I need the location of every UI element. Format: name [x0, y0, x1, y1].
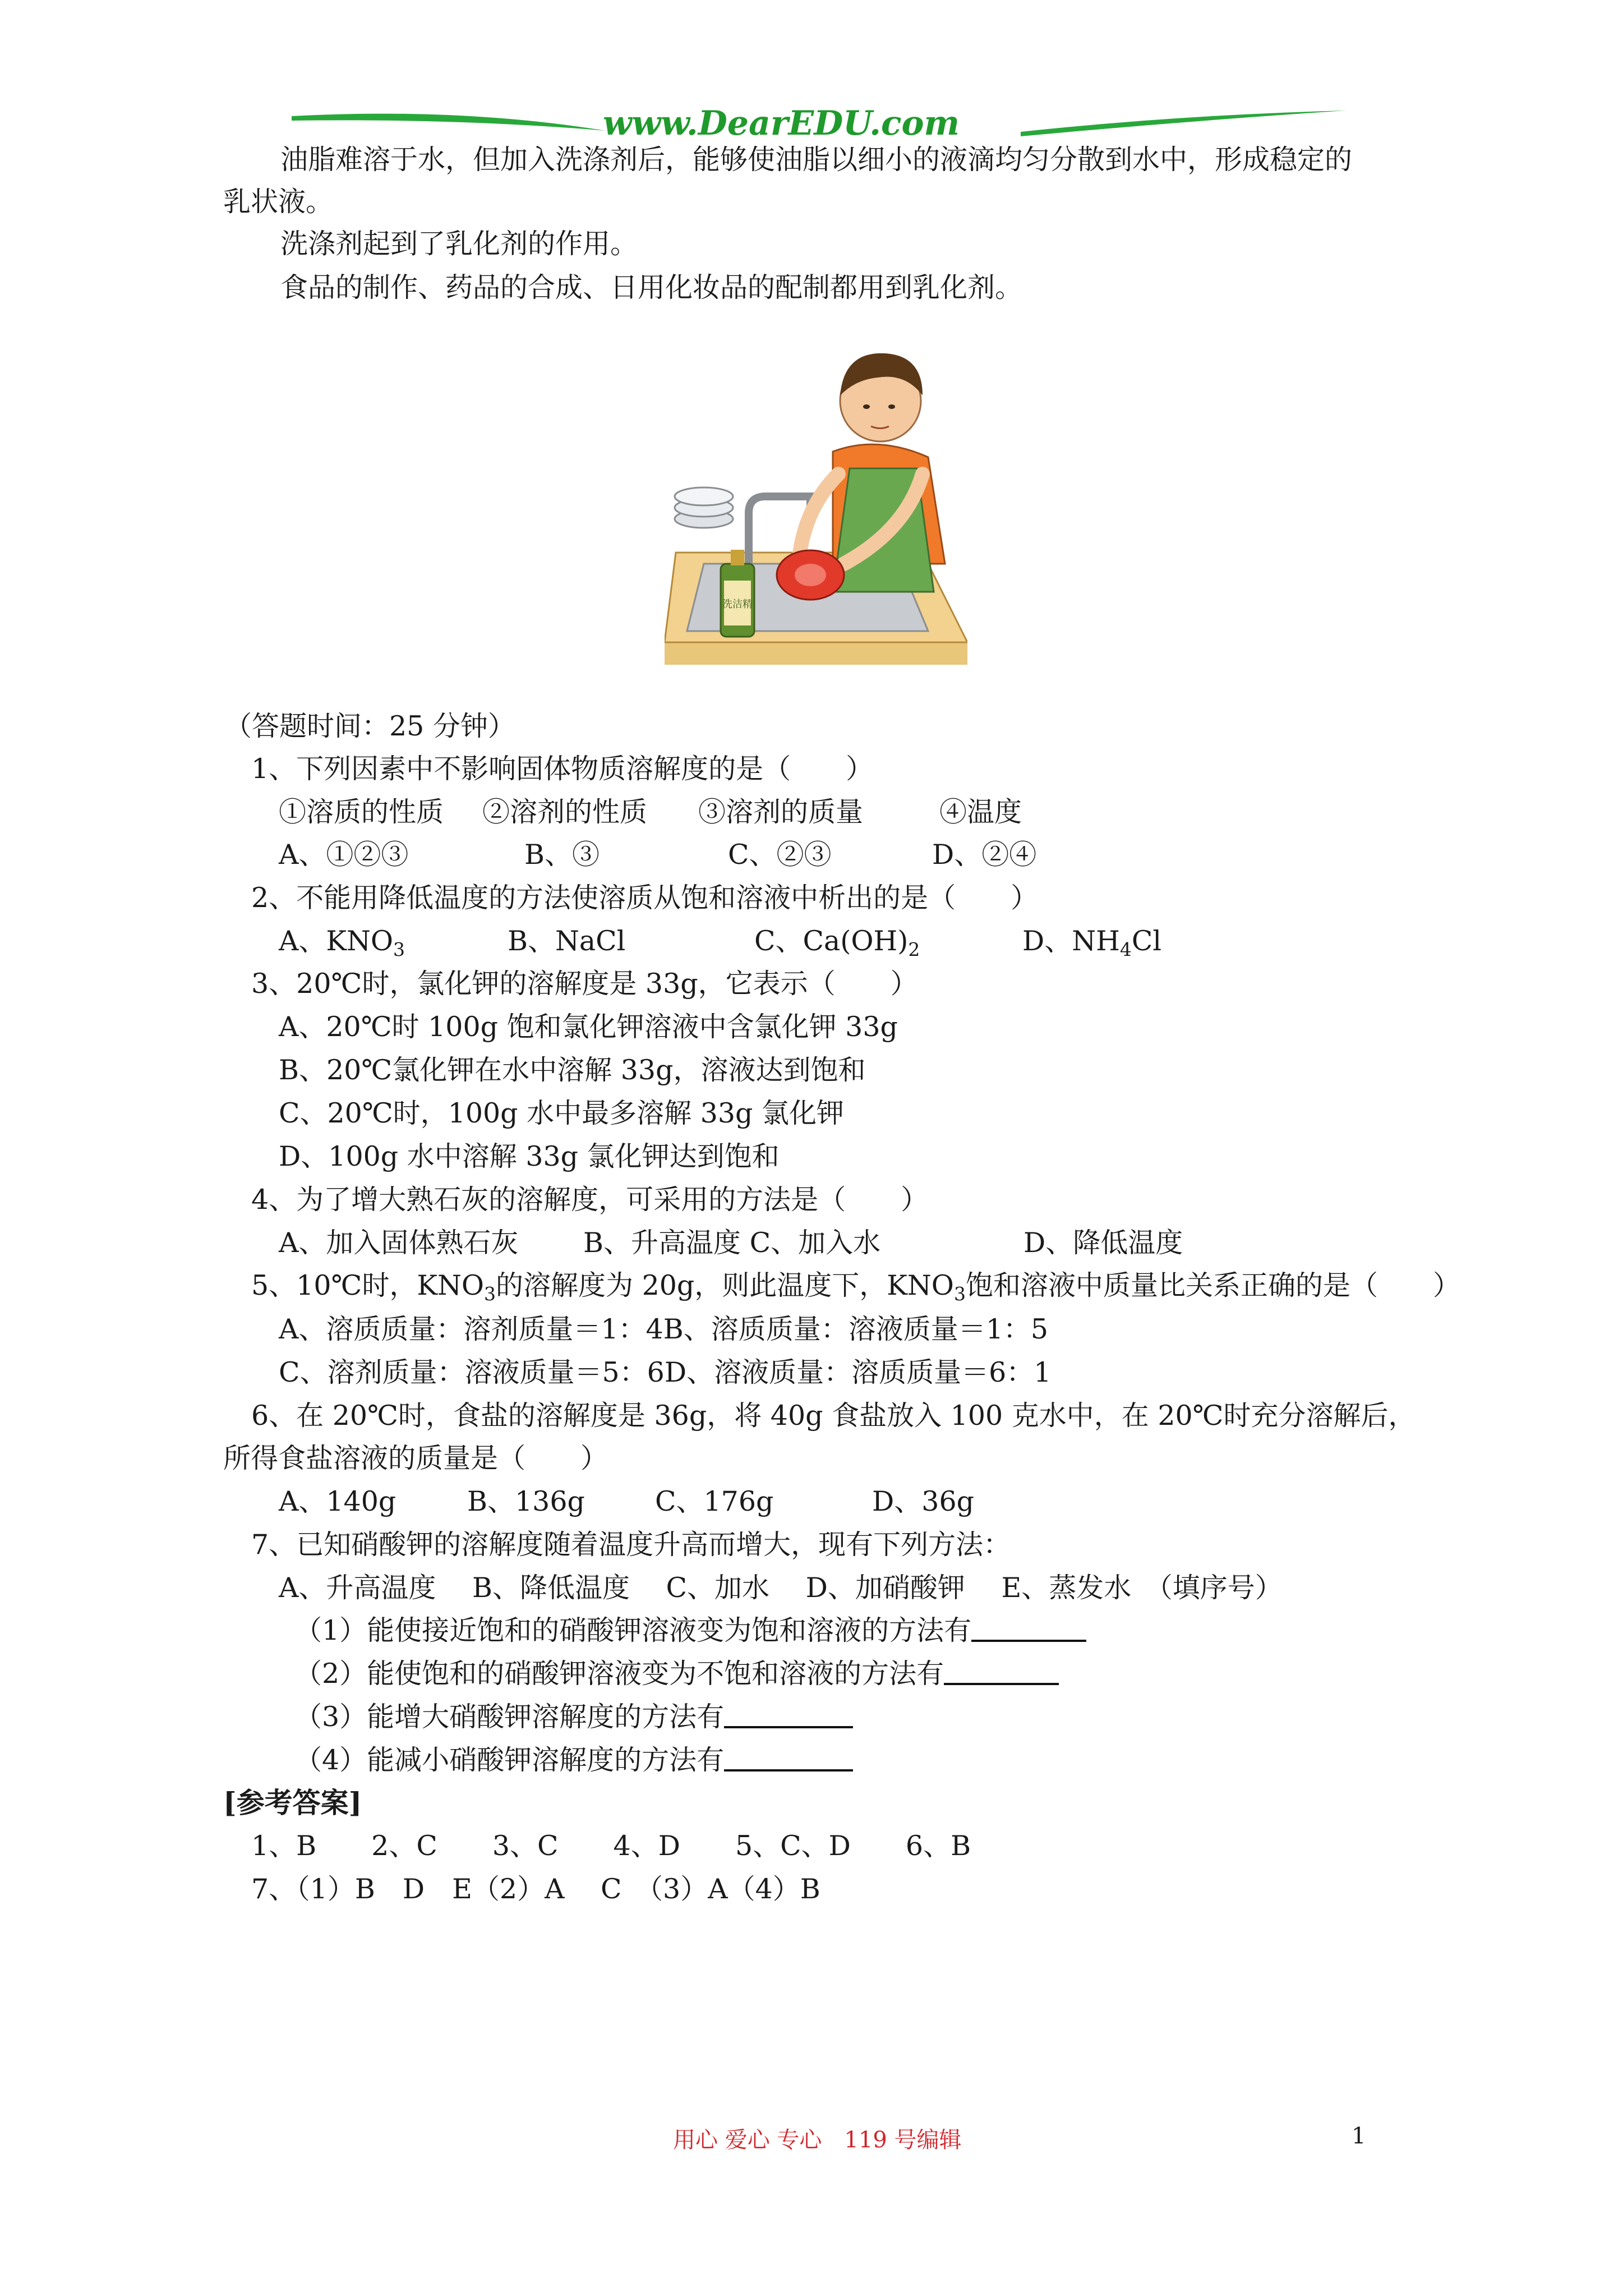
q4-option-bc: B、升高温度 C、加入水: [583, 1227, 881, 1259]
q3-option-d: D、100g 水中溶解 33g 氯化钾达到饱和: [279, 1140, 780, 1172]
q3-option-a: A、20℃时 100g 饱和氯化钾溶液中含氯化钾 33g: [279, 1011, 898, 1043]
q2-option-b: B、NaCl: [508, 925, 626, 957]
q6-option-c: C、176g: [655, 1485, 774, 1517]
q3-stem: 3、20℃时，氯化钾的溶解度是 33g，它表示（ ）: [251, 968, 918, 1000]
q1-factor-3: ③溶剂的质量: [698, 796, 864, 828]
q7-stem: 7、已知硝酸钾的溶解度随着温度升高而增大，现有下列方法：: [251, 1529, 1011, 1561]
q5-options-line-2: C、溶剂质量：溶液质量＝5：6D、溶液质量：溶质质量＝6：1: [279, 1356, 1052, 1388]
q7-part-4: （4）能减小硝酸钾溶解度的方法有: [294, 1743, 853, 1777]
answers-line-2: 7、（1）B D E（2）A C （3）A（4）B: [251, 1873, 820, 1905]
q1-option-a: A、①②③: [279, 839, 409, 871]
intro-line-1: 油脂难溶于水，但加入洗涤剂后，能够使油脂以细小的液滴均匀分散到水中，形成稳定的: [280, 144, 1353, 176]
q6-option-a: A、140g: [279, 1485, 396, 1517]
q5-options-line-1: A、溶质质量：溶剂质量＝1：4B、溶质质量：溶液质量＝1：5: [279, 1313, 1049, 1345]
q2-option-a: A、$KNO_3$: [279, 925, 405, 960]
q6-option-b: B、136g: [467, 1485, 585, 1517]
answers-line-1: 1、B 2、C 3、C 4、D 5、C、D 6、B: [251, 1830, 971, 1862]
header-logo: [292, 104, 1346, 146]
dishwashing-illustration: [665, 328, 967, 665]
answers-heading: [参考答案]: [223, 1786, 362, 1819]
answer-blank[interactable]: [971, 1615, 1086, 1642]
q1-option-d: D、②④: [932, 839, 1037, 871]
q5-stem: 5、10℃时，$KNO_3$的溶解度为 20g，则此温度下，$KNO_3$饱和溶液中质量比关系正确的是（ ）: [251, 1269, 1460, 1305]
q3-option-c: C、20℃时，100g 水中最多溶解 33g 氯化钾: [279, 1097, 844, 1129]
q1-factor-2: ②溶剂的性质: [482, 796, 648, 828]
answer-blank[interactable]: [724, 1701, 853, 1728]
q6-stem-line-2: 所得食盐溶液的质量是（ ）: [223, 1442, 608, 1474]
q7-part-1: （1）能使接近饱和的硝酸钾溶液变为饱和溶液的方法有: [294, 1614, 1086, 1648]
q7-part-3: （3）能增大硝酸钾溶解度的方法有: [294, 1700, 853, 1734]
intro-line-4: 食品的制作、药品的合成、日用化妆品的配制都用到乳化剂。: [280, 272, 1023, 303]
logo-swoosh-left: [292, 108, 606, 142]
q6-option-d: D、36g: [872, 1485, 975, 1517]
q3-option-b: B、20℃氯化钾在水中溶解 33g，溶液达到饱和: [279, 1054, 866, 1086]
q1-factor-4: ④温度: [939, 796, 1022, 828]
q2-stem: 2、不能用降低温度的方法使溶质从饱和溶液中析出的是（ ）: [251, 882, 1039, 914]
q2-option-c: C、$Ca(OH)_2$: [754, 925, 920, 960]
q7-methods: A、升高温度 B、降低温度 C、加水 D、加硝酸钾 E、蒸发水 （填序号）: [279, 1572, 1283, 1604]
q7-part-2: （2）能使饱和的硝酸钾溶液变为不饱和溶液的方法有: [294, 1657, 1059, 1691]
time-note: （答题时间：25 分钟）: [224, 710, 515, 742]
intro-line-3: 洗涤剂起到了乳化剂的作用。: [280, 228, 638, 260]
answer-blank[interactable]: [724, 1745, 853, 1772]
q2-option-d: D、$NH_4Cl$: [1022, 925, 1162, 960]
q1-option-c: C、②③: [728, 839, 832, 871]
intro-line-2: 乳状液。: [223, 186, 334, 218]
bottle-label: 洗洁精: [722, 599, 753, 610]
q4-option-d: D、降低温度: [1023, 1227, 1183, 1259]
logo-text: www.DearEDU.com: [603, 104, 960, 143]
answer-blank[interactable]: [944, 1658, 1059, 1685]
footer-text: 用心 爱心 专心 119 号编辑: [673, 2127, 962, 2153]
q1-stem: 1、下列因素中不影响固体物质溶解度的是（ ）: [251, 753, 874, 785]
q1-option-b: B、③: [524, 839, 600, 871]
q6-stem-line-1: 6、在 20℃时，食盐的溶解度是 36g，将 40g 食盐放入 100 克水中，在 20℃时充分溶解后，: [251, 1400, 1416, 1432]
q1-factor-1: ①溶质的性质: [279, 796, 444, 828]
q4-option-a: A、加入固体熟石灰: [279, 1227, 519, 1259]
logo-swoosh-right: [1021, 108, 1346, 142]
q4-stem: 4、为了增大熟石灰的溶解度，可采用的方法是（ ）: [251, 1184, 929, 1216]
page-number: 1: [1352, 2123, 1366, 2149]
